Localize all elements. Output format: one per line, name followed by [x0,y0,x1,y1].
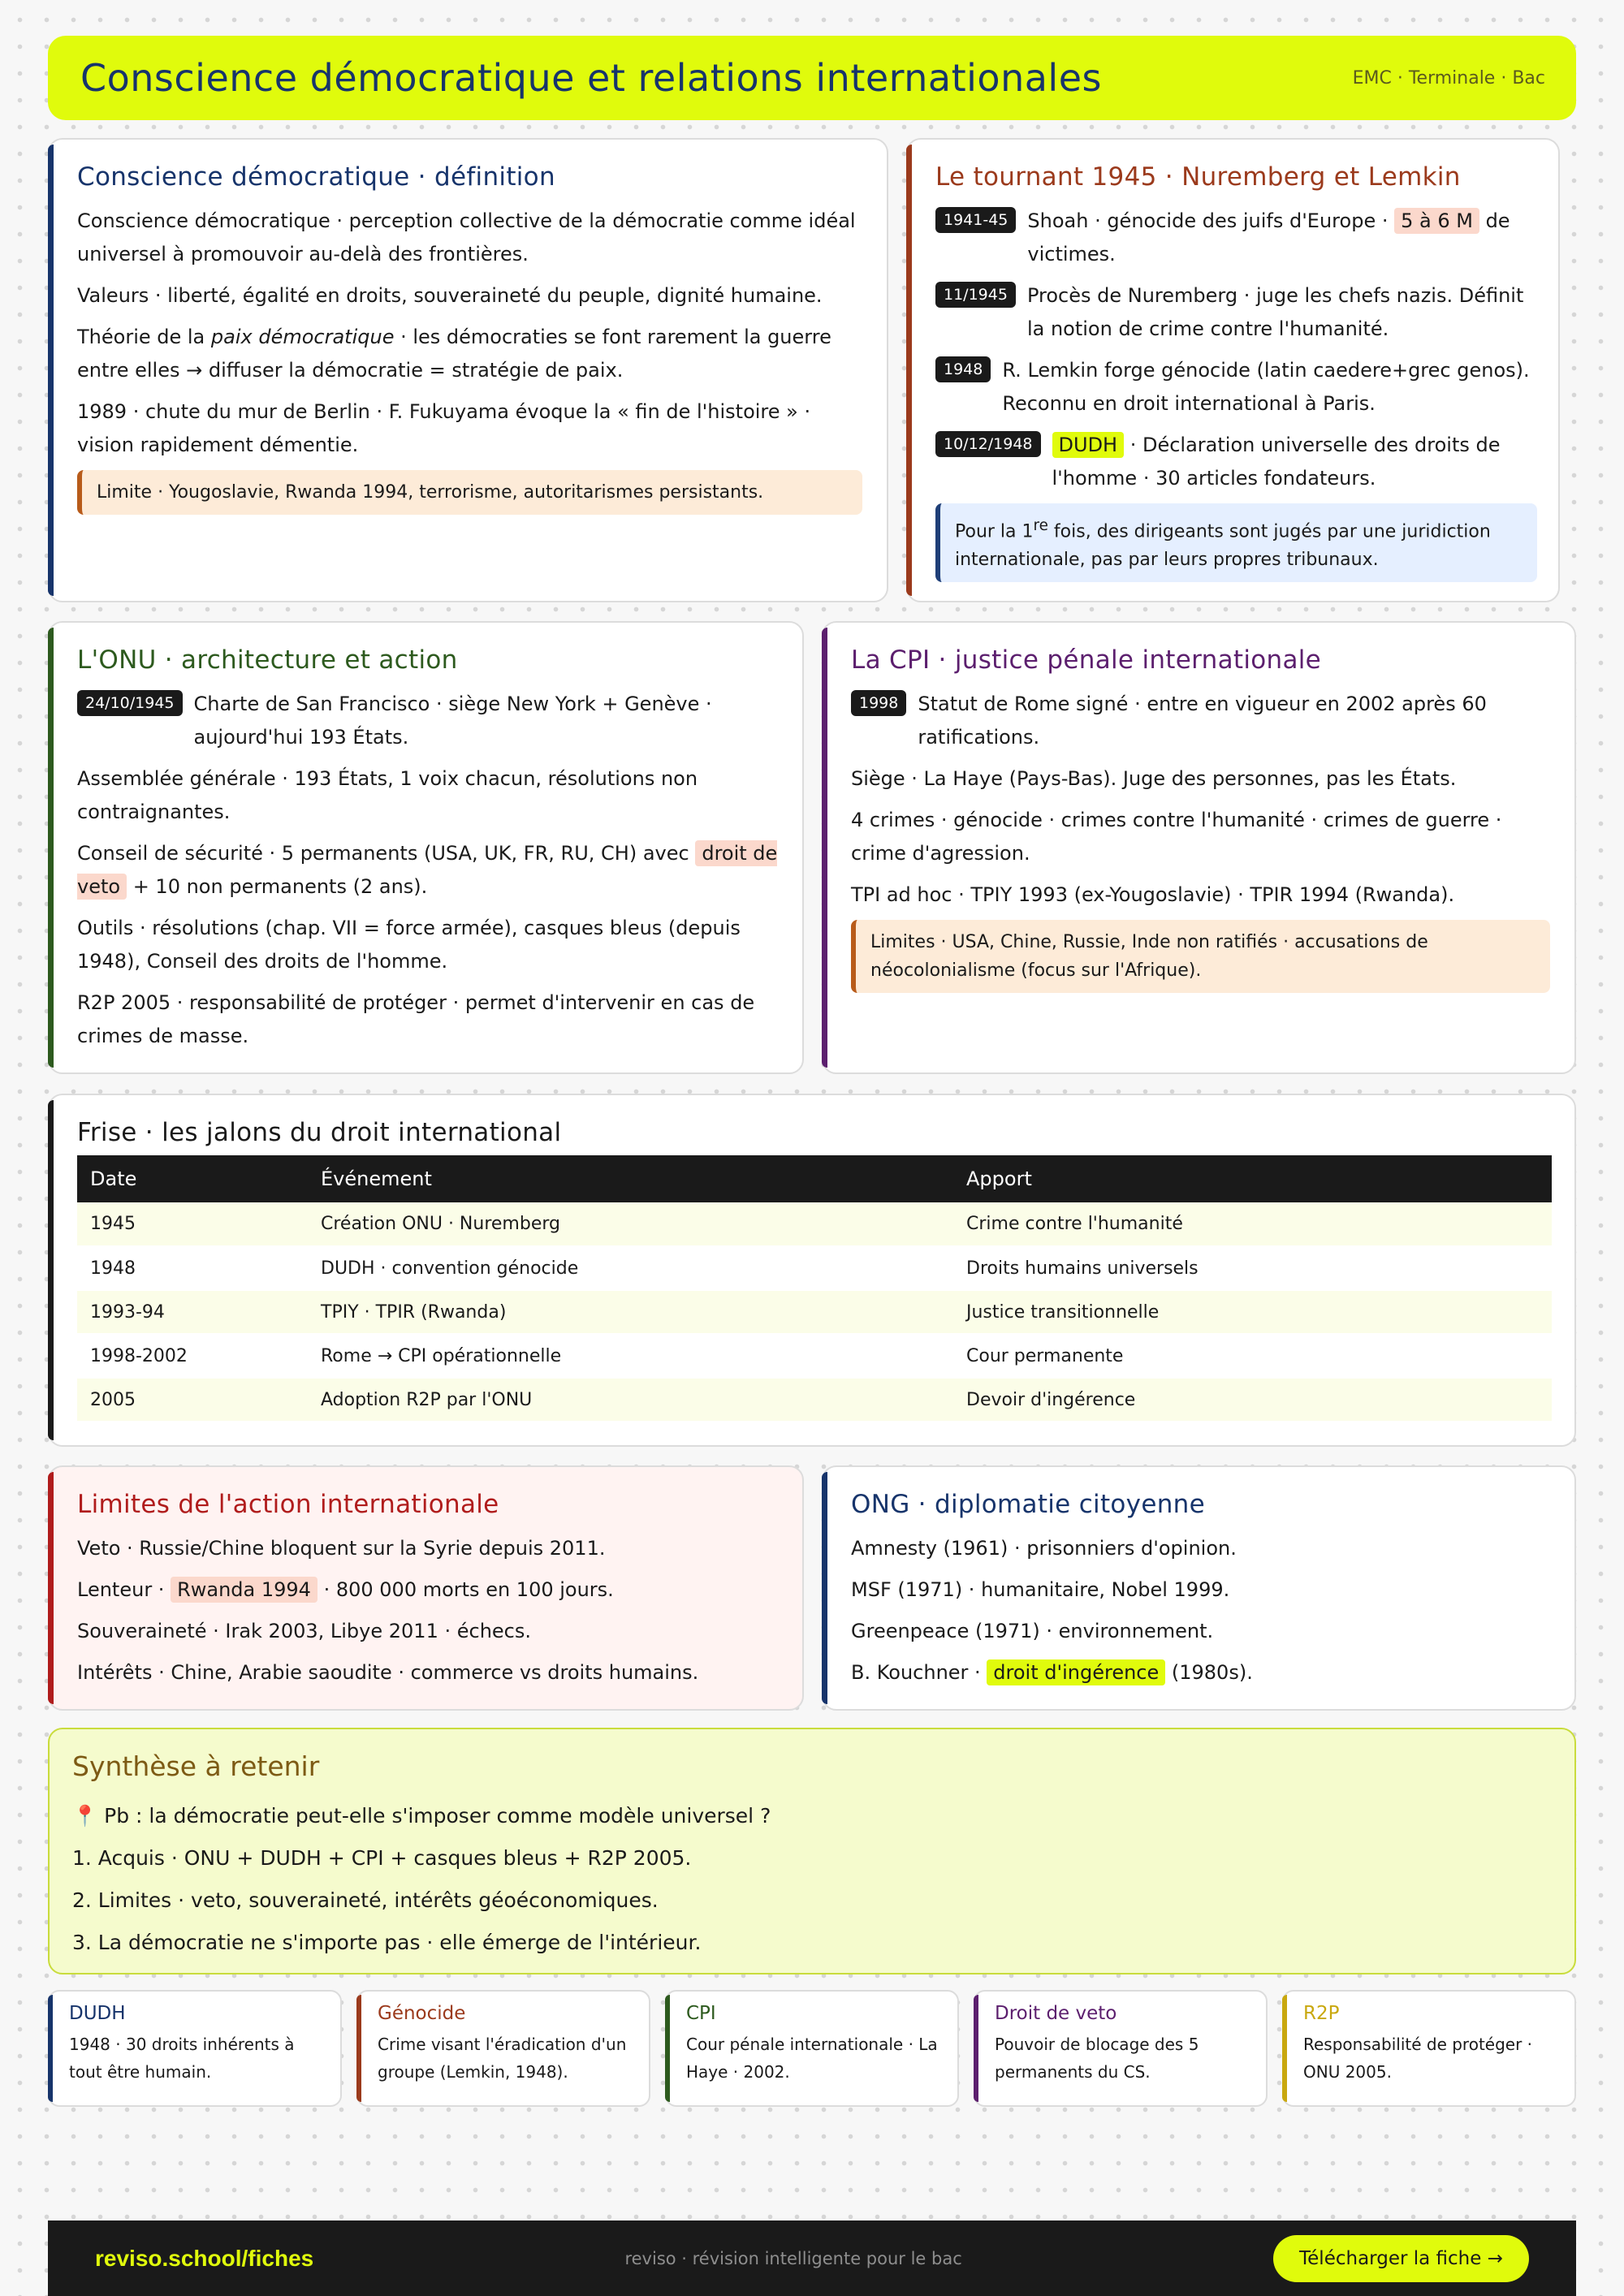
definition-card-cpi [665,1990,959,2107]
charter-row: 24/10/1945 Charte de San Francisco · siège New York + Genève · aujourd'hui 193 États. [77,688,778,754]
page-footer [48,2220,1576,2296]
timeline-event: 1941-45 Shoah · génocide des juifs d'Europe · 5 à 6 M de victimes. [935,205,1537,271]
download-button[interactable]: Télécharger la fiche → [1273,2235,1529,2282]
definition-text: Responsabilité de protéger · ONU 2005. [1303,2035,1533,2082]
timeline-event: 10/12/1948 DUDH · Déclaration universelle des droits de l'homme · 30 articles fondateurs. [935,429,1537,495]
statut-row: 1998 Statut de Rome signé · entre en vigueur en 2002 après 60 ratifications. [851,688,1550,754]
definition-limit-note: Limite · Yougoslavie, Rwanda 1994, terrorisme, autoritarismes persistants. [77,470,862,515]
victims-highlight: 5 à 6 M [1394,208,1479,234]
definition-term: Génocide [378,2003,466,2024]
header-tags: EMC · Terminale · Bac [1352,67,1545,88]
ingerence-highlight: droit d'ingérence [987,1659,1165,1685]
timeline-event: 11/1945 Procès de Nuremberg · juge les chefs nazis. Définit la notion de crime contre l'humanité. [935,279,1537,346]
pin-icon: 📍 [72,1804,98,1828]
cpi-title: La CPI · justice pénale internationale [851,645,1322,675]
definition-term: R2P [1303,2003,1340,2024]
cpi-card [822,621,1576,1074]
tpi-text: TPI ad hoc · TPIY 1993 (ex-Yougoslavie) · TPIR 1994 (Rwanda). [851,883,1455,906]
tournant-title: Le tournant 1945 · Nuremberg et Lemkin [935,162,1461,192]
democratic-peace-term: paix démocratique [210,326,395,348]
tournant-note: Pour la 1re fois, des dirigeants sont jugés par une juridiction internationale, pas par leurs propres tribunaux. [935,503,1537,582]
date-badge: 1941-45 [935,207,1016,233]
msf-text: MSF (1971) · humanitaire, Nobel 1999. [851,1578,1230,1601]
slowness-text: Lenteur · Rwanda 1994 · 800 000 morts en 100 jours. [77,1578,614,1601]
limites-title: Limites de l'action internationale [77,1490,499,1519]
tools-text: Outils · résolutions (chap. VII = force armée), casques bleus (depuis 1948), Conseil des droits de l'homme. [77,917,741,973]
definition-text: Cour pénale internationale · La Haye · 2002. [686,2035,938,2082]
cpi-crimes-text: 4 crimes · génocide · crimes contre l'humanité · crimes de guerre · crime d'agression. [851,809,1502,865]
r2p-text: R2P 2005 · responsabilité de protéger · permet d'intervenir en cas de crimes de masse. [77,991,755,1047]
table-row: 2005 Adoption R2P par l'ONU Devoir d'ingérence [77,1378,1552,1422]
veto-highlight: droit de veto [77,842,778,898]
fukuyama-text: 1989 · chute du mur de Berlin · F. Fukuyama évoque la « fin de l'histoire » · vision rapidement démentie. [77,400,811,456]
security-council-text: Conseil de sécurité · 5 permanents (USA, UK, FR, RU, CH) avec droit de veto + 10 non permanents (2 ans). [77,842,778,898]
frise-title: Frise · les jalons du droit international [77,1118,562,1147]
table-row: 1993-94 TPIY · TPIR (Rwanda) Justice transitionnelle [77,1290,1552,1334]
frise-card [48,1094,1576,1447]
definition-card-r2p [1282,1990,1576,2107]
kouchner-text: B. Kouchner · droit d'ingérence (1980s). [851,1661,1253,1684]
table-row: 1948 DUDH · convention génocide Droits humains universels [77,1246,1552,1290]
date-badge: 10/12/1948 [935,431,1041,457]
definition-term: Droit de veto [995,2003,1117,2024]
definition-card-veto [974,1990,1268,2107]
interests-text: Intérêts · Chine, Arabie saoudite · commerce vs droits humains. [77,1661,699,1684]
column-header-apport: Apport [953,1155,1552,1202]
column-header-date: Date [77,1155,308,1202]
general-assembly-text: Assemblée générale · 193 États, 1 voix chacun, résolutions non contraignantes. [77,767,698,823]
definition-term: DUDH [69,2003,126,2024]
cpi-seat-text: Siège · La Haye (Pays-Bas). Juge des personnes, pas les États. [851,767,1457,790]
definition-text: Pouvoir de blocage des 5 permanents du CS. [995,2035,1199,2082]
greenpeace-text: Greenpeace (1971) · environnement. [851,1620,1214,1642]
definition-term: CPI [686,2003,716,2024]
synthese-card [48,1728,1576,1974]
ong-card [822,1465,1576,1711]
synthese-title: Synthèse à retenir [72,1750,320,1782]
values-text: Valeurs · liberté, égalité en droits, souveraineté du peuple, dignité humaine. [77,284,823,307]
definition-title: Conscience démocratique · définition [77,162,555,192]
page-header [48,36,1576,120]
dudh-highlight: DUDH [1052,432,1125,458]
column-header-event: Événement [308,1155,953,1202]
footer-tagline: reviso · révision intelligente pour le bac [624,2248,962,2268]
ong-title: ONG · diplomatie citoyenne [851,1490,1205,1519]
rwanda-highlight: Rwanda 1994 [171,1577,317,1603]
definition-text: Conscience démocratique · perception collective de la démocratie comme idéal universel à promouvoir au-delà des frontières. [77,209,856,265]
veto-limit-text: Veto · Russie/Chine bloquent sur la Syrie depuis 2011. [77,1537,606,1560]
limites-card [48,1465,804,1711]
cpi-limit-note: Limites · USA, Chine, Russie, Inde non ratifiés · accusations de néocolonialisme (focus sur l'Afrique). [851,920,1550,993]
brand-link[interactable]: reviso.school/fiches [95,2245,314,2271]
date-badge: 24/10/1945 [77,690,183,716]
onu-title: L'ONU · architecture et action [77,645,458,675]
definition-card-dudh [48,1990,342,2107]
date-badge: 1998 [851,690,906,716]
date-badge: 11/1945 [935,282,1016,308]
peace-theory-text: Théorie de la paix démocratique · les démocraties se font rarement la guerre entre elles → diffuser la démocratie = stratégie de paix. [77,326,831,382]
table-row: 1998-2002 Rome → CPI opérationnelle Cour permanente [77,1334,1552,1378]
definition-card [48,138,888,602]
table-row: 1945 Création ONU · Nuremberg Crime contre l'humanité [77,1202,1552,1246]
page-title: Conscience démocratique et relations internationales [80,56,1102,100]
synthese-point: 1. Acquis · ONU + DUDH + CPI + casques bleus + R2P 2005. [72,1846,692,1870]
problematique-text: 📍 Pb : la démocratie peut-elle s'imposer comme modèle universel ? [72,1804,771,1828]
sovereignty-text: Souveraineté · Irak 2003, Libye 2011 · échecs. [77,1620,531,1642]
definition-card-genocide [356,1990,650,2107]
synthese-point: 3. La démocratie ne s'importe pas · elle émerge de l'intérieur. [72,1931,702,1954]
amnesty-text: Amnesty (1961) · prisonniers d'opinion. [851,1537,1237,1560]
tournant-1945-card [906,138,1560,602]
definition-text: 1948 · 30 droits inhérents à tout être humain. [69,2035,295,2082]
date-badge: 1948 [935,356,991,382]
definition-text: Crime visant l'éradication d'un groupe (Lemkin, 1948). [378,2035,627,2082]
synthese-point: 2. Limites · veto, souveraineté, intérêts géoéconomiques. [72,1888,659,1912]
onu-card [48,621,804,1074]
frise-table [77,1155,1552,1422]
timeline-event: 1948 R. Lemkin forge génocide (latin caedere+grec genos). Reconnu en droit international à Paris. [935,354,1537,421]
